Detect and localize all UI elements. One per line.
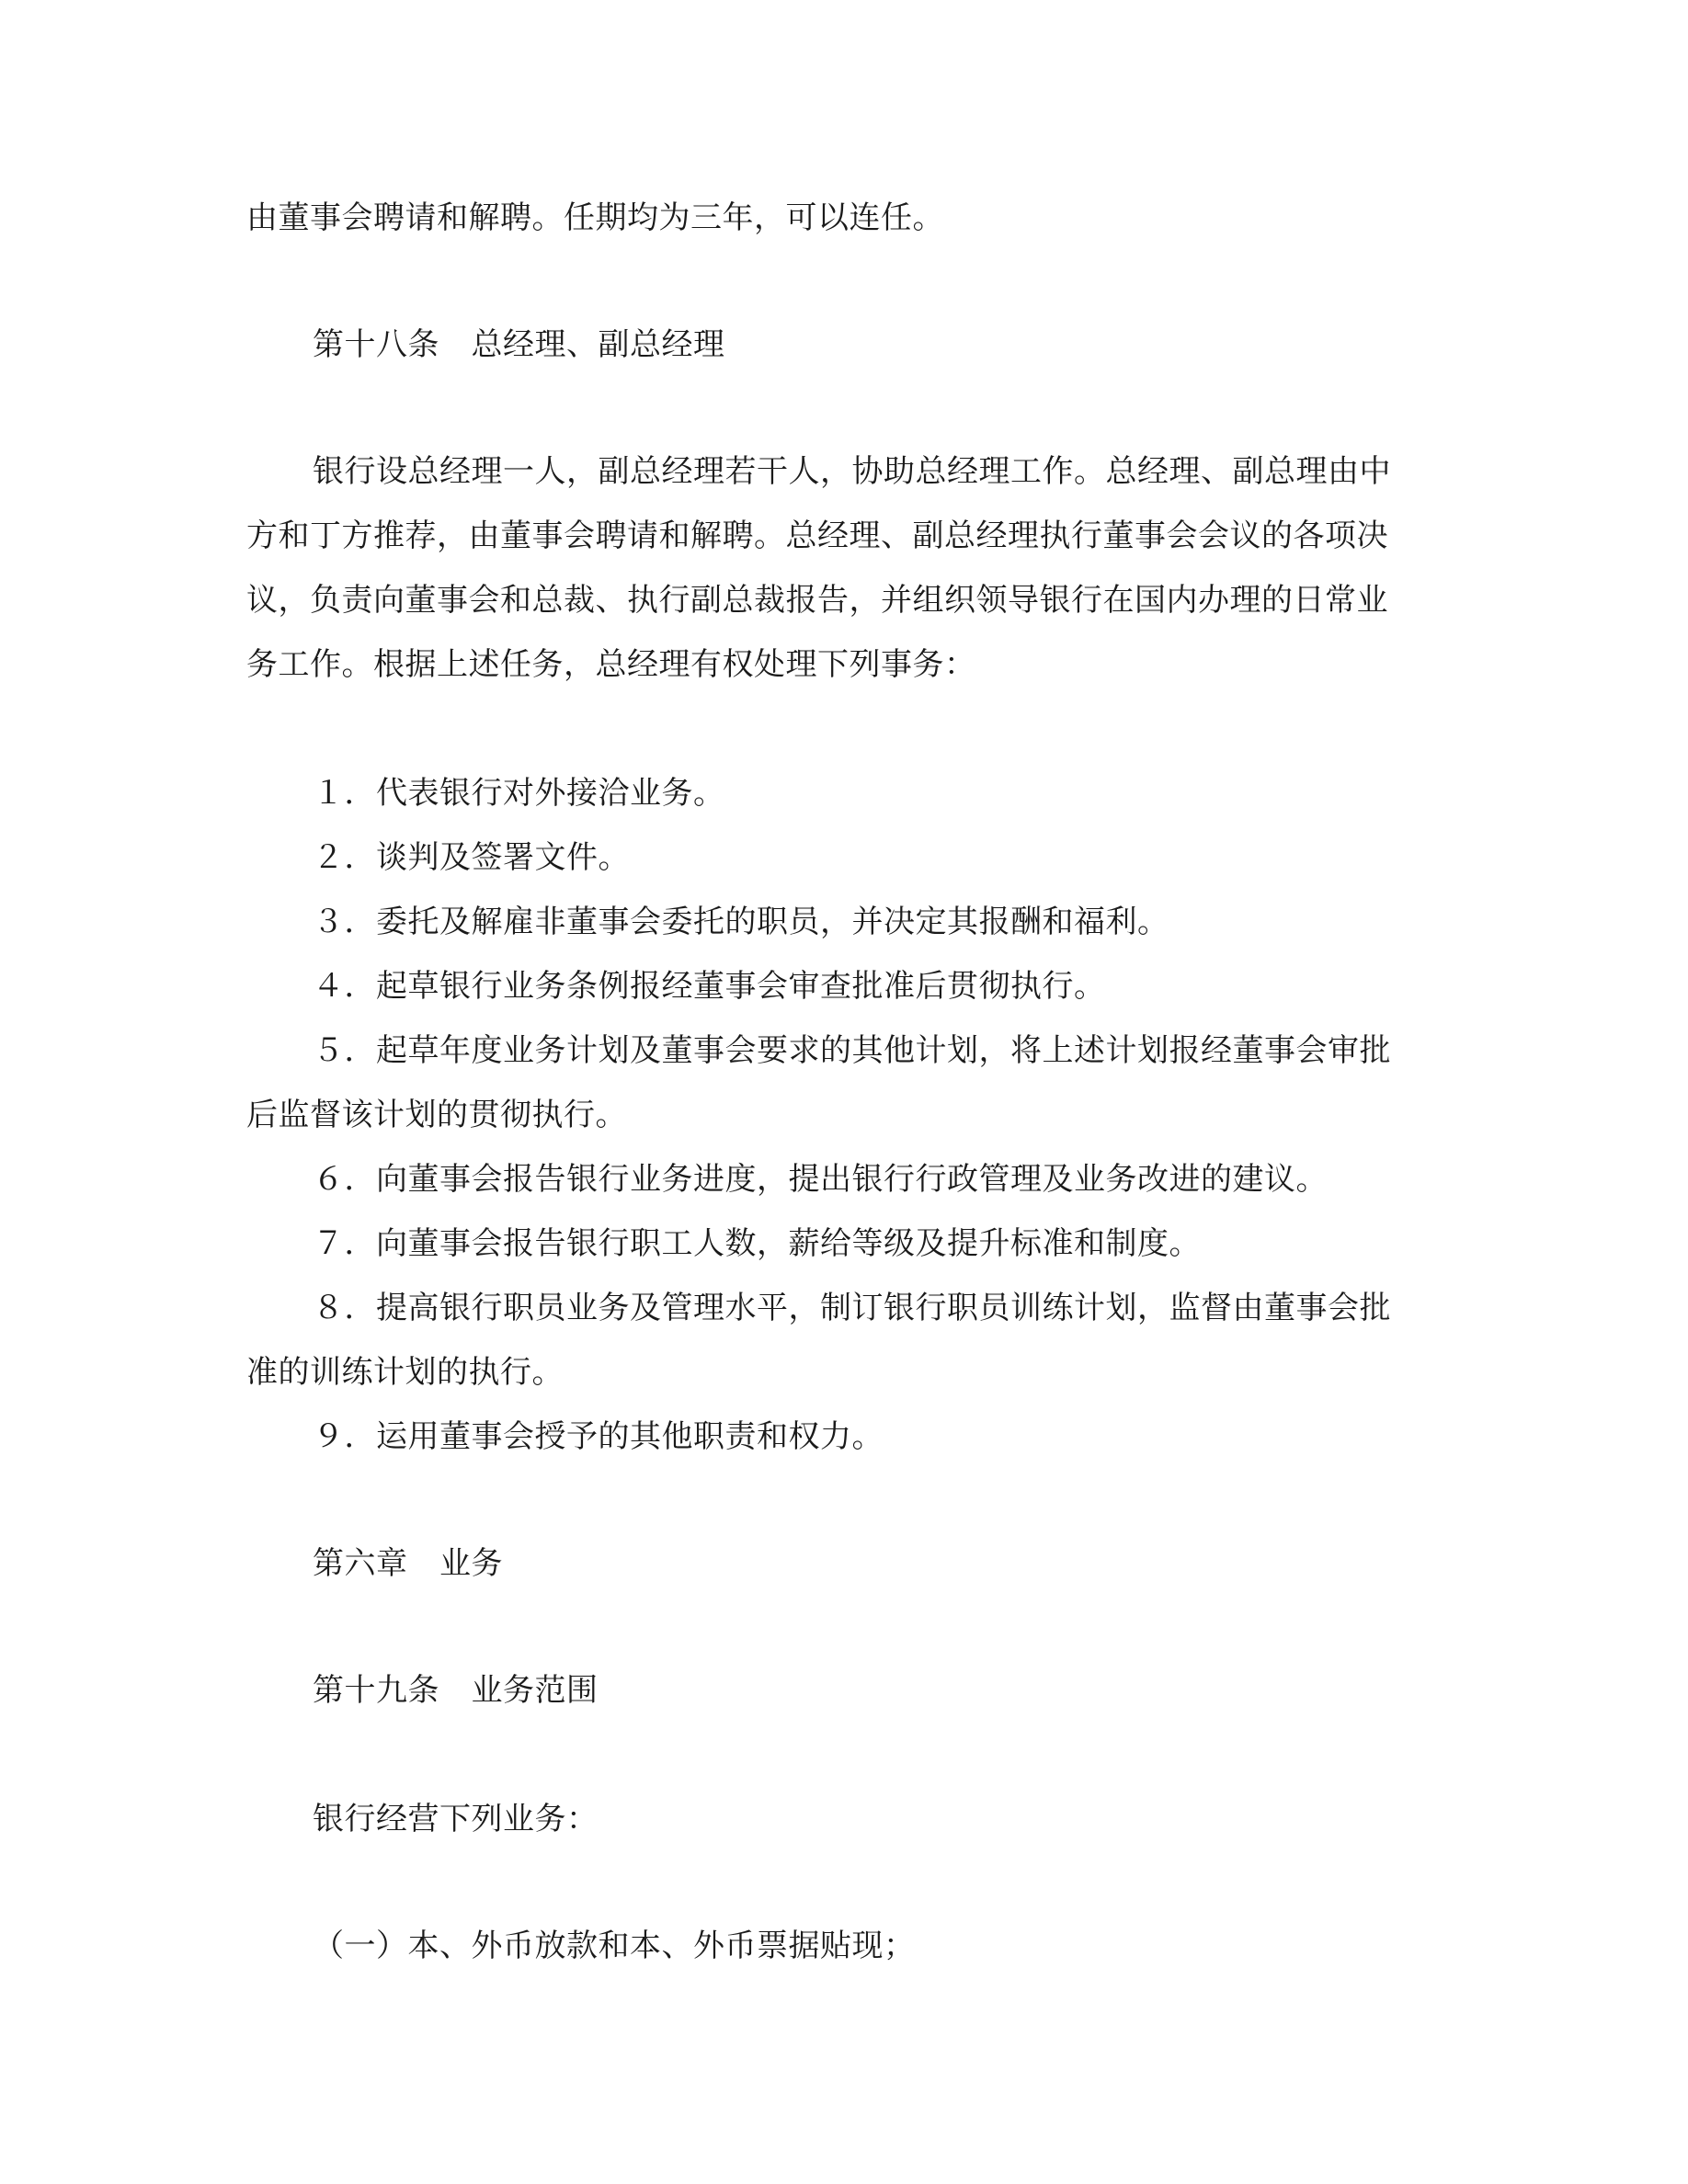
article-18-paragraph-line-1: 银行设总经理一人，副总经理若干人，协助总经理工作。总经理、副总理由中 — [313, 453, 1391, 490]
article-19-heading: 第十九条 业务范围 — [313, 1672, 599, 1709]
list-item-5-line-2: 后监督该计划的贯彻执行。 — [246, 1097, 627, 1133]
list-item-3: ３．委托及解雇非董事会委托的职员，并决定其报酬和福利。 — [313, 904, 1169, 940]
list-item-9: ９．运用董事会授予的其他职责和权力。 — [313, 1418, 884, 1455]
article-18-paragraph-line-3: 议，负责向董事会和总裁、执行副总裁报告，并组织领导银行在国内办理的日常业 — [246, 582, 1388, 619]
chapter-6-heading: 第六章 业务 — [313, 1545, 503, 1582]
article-18-paragraph-line-2: 方和丁方推荐，由董事会聘请和解聘。总经理、副总经理执行董事会会议的各项决 — [246, 518, 1388, 554]
business-item-1: （一）本、外币放款和本、外币票据贴现； — [313, 1928, 916, 1964]
list-item-6: ６．向董事会报告银行业务进度，提出银行行政管理及业务改进的建议。 — [313, 1161, 1328, 1198]
list-item-7: ７．向董事会报告银行职工人数，薪给等级及提升标准和制度。 — [313, 1225, 1201, 1262]
intro-line: 由董事会聘请和解聘。任期均为三年，可以连任。 — [246, 199, 944, 236]
list-item-2: ２．谈判及签署文件。 — [313, 839, 630, 876]
article-18-heading: 第十八条 总经理、副总经理 — [313, 326, 725, 363]
list-item-4: ４．起草银行业务条例报经董事会审查批准后贯彻执行。 — [313, 968, 1106, 1005]
article-18-paragraph-line-4: 务工作。根据上述任务，总经理有权处理下列事务： — [246, 646, 976, 683]
list-item-1: １．代表银行对外接洽业务。 — [313, 775, 725, 812]
list-item-8-line-1: ８．提高银行职员业务及管理水平，制订银行职员训练计划，监督由董事会批 — [313, 1290, 1391, 1326]
list-item-8-line-2: 准的训练计划的执行。 — [246, 1354, 564, 1391]
list-item-5-line-1: ５．起草年度业务计划及董事会要求的其他计划，将上述计划报经董事会审批 — [313, 1032, 1391, 1069]
article-19-intro: 银行经营下列业务： — [313, 1801, 599, 1837]
